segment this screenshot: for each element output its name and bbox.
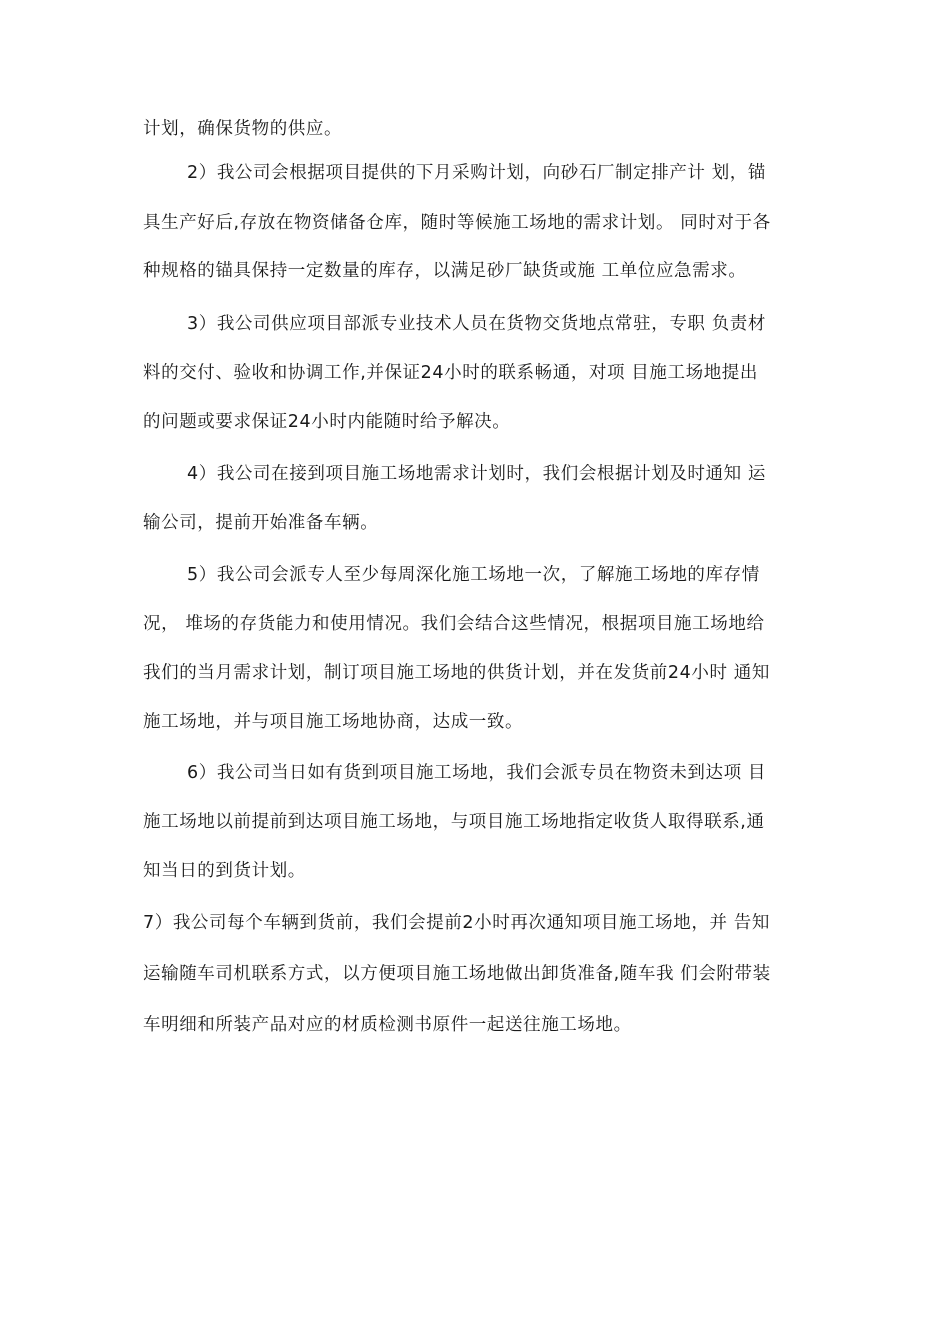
- text-line: 我们的当月需求计划，制订项目施工场地的供货计划，并在发货前24小时 通知: [143, 663, 770, 683]
- text-line: 施工场地，并与项目施工场地协商，达成一致。: [143, 712, 524, 732]
- text-line: 输公司，提前开始准备车辆。: [143, 513, 379, 533]
- text-line: 料的交付、验收和协调工作,并保证24小时的联系畅通，对项 目施工场地提出: [143, 363, 758, 383]
- text-line: 计划，确保货物的供应。: [143, 119, 343, 139]
- text-line: 施工场地以前提前到达项目施工场地，与项目施工场地指定收货人取得联系,通: [143, 812, 765, 832]
- text-line: 种规格的锚具保持一定数量的库存，以满足砂厂缺货或施 工单位应急需求。: [143, 261, 747, 281]
- text-line: 车明细和所装产品对应的材质检测书原件一起送往施工场地。: [143, 1015, 632, 1035]
- text-line: 具生产好后,存放在物资储备仓库，随时等候施工场地的需求计划。 同时对于各: [143, 213, 771, 233]
- text-line: 2）我公司会根据项目提供的下月采购计划，向砂石厂制定排产计 划，锚: [187, 163, 766, 183]
- text-line: 7）我公司每个车辆到货前，我们会提前2小时再次通知项目施工场地，并 告知: [143, 913, 770, 933]
- text-line: 的问题或要求保证24小时内能随时给予解决。: [143, 412, 511, 432]
- text-line: 4）我公司在接到项目施工场地需求计划时，我们会根据计划及时通知 运: [187, 464, 766, 484]
- text-line: 况， 堆场的存货能力和使用情况。我们会结合这些情况，根据项目施工场地给: [143, 614, 765, 634]
- text-line: 6）我公司当日如有货到项目施工场地，我们会派专员在物资未到达项 目: [187, 763, 766, 783]
- text-line: 5）我公司会派专人至少每周深化施工场地一次，了解施工场地的库存情: [187, 565, 760, 585]
- text-line: 知当日的到货计划。: [143, 861, 306, 881]
- text-line: 运输随车司机联系方式，以方便项目施工场地做出卸货准备,随车我 们会附带装: [143, 964, 771, 984]
- text-line: 3）我公司供应项目部派专业技术人员在货物交货地点常驻，专职 负责材: [187, 314, 766, 334]
